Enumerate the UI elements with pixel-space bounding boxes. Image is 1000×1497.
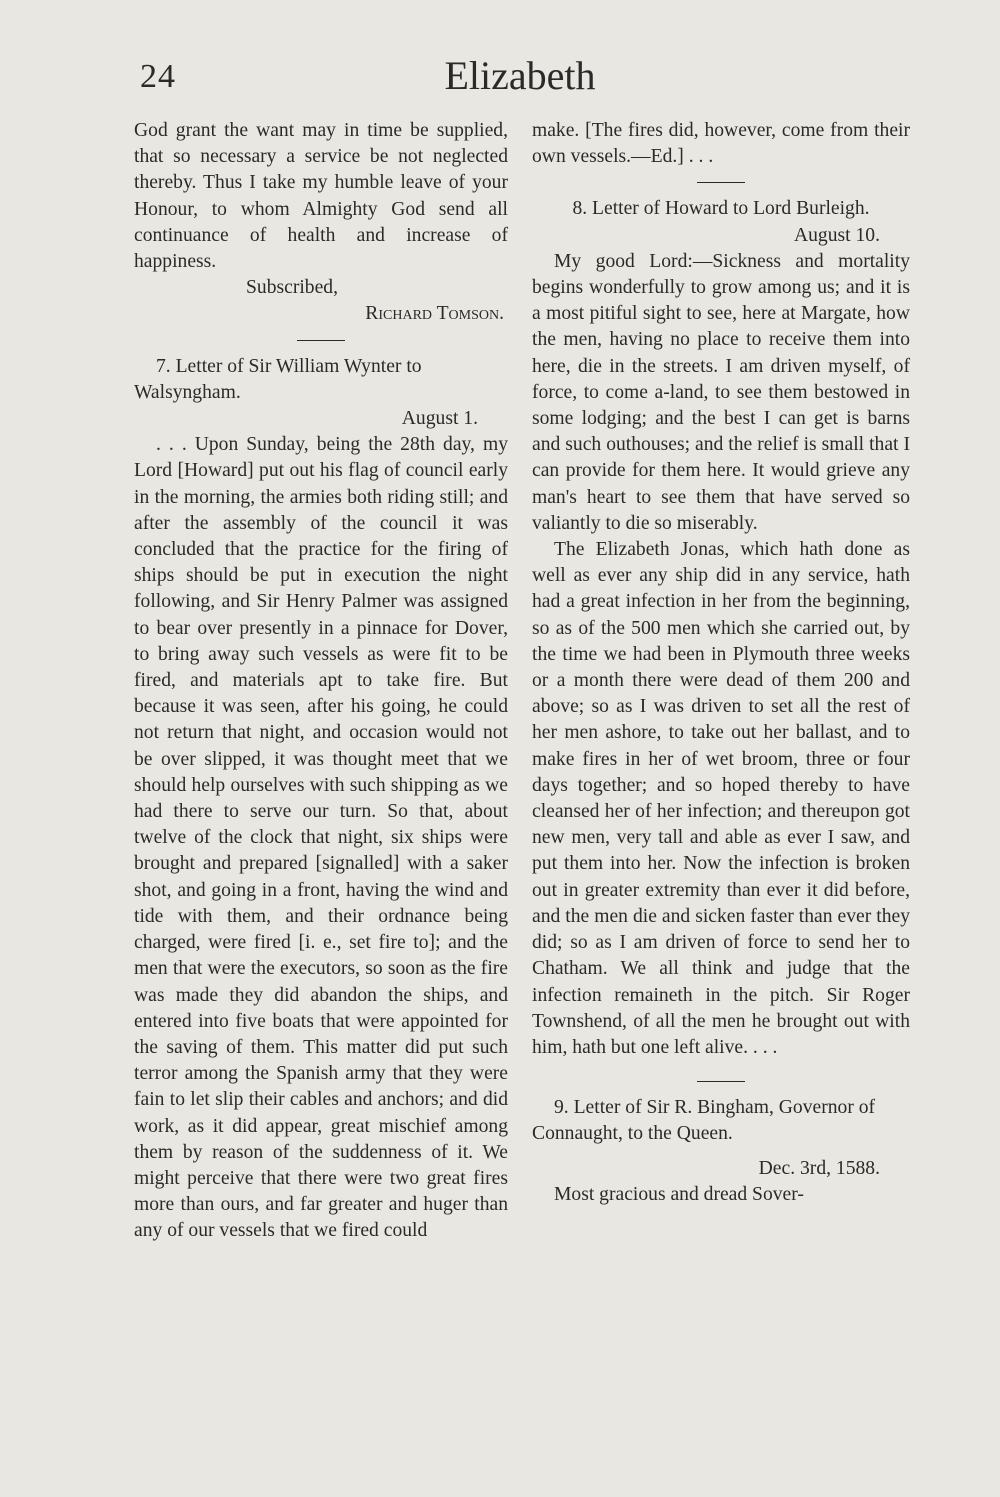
section-divider — [697, 182, 745, 183]
section-divider — [297, 340, 345, 341]
letter-8-heading: 8. Letter of Howard to Lord Burleigh. — [572, 198, 870, 220]
letter-7-heading: 7. Letter of Sir William Wynter to Walsyngham. — [134, 355, 422, 403]
right-column — [532, 118, 910, 1208]
letter-8-date: August 10. — [793, 224, 880, 246]
left-column — [134, 118, 508, 1245]
letter-7-date: August 1. — [401, 408, 478, 430]
letter-9-opening: Most gracious and dread Sover- — [554, 1183, 804, 1205]
section-divider — [697, 1081, 745, 1082]
signature: Richard Tomson. — [365, 303, 504, 325]
page-number: 24 — [140, 58, 176, 95]
running-head: Elizabeth — [444, 53, 596, 98]
subscribed-line: Subscribed, — [246, 277, 338, 299]
letter-8-body-paragraph: My good Lord:—Sickness and mortality begins wonderfully to grow among us; and it is a most pitiful sight to see, here at Margate, how the men, having no place to receive them into here, die in the streets. I am driven myself, of force, to come a-land, to see them bestowed in some lodging; and the best I can get is barns and such outhouses; and the relief is small that I can provide for them here. It would grieve any man's heart to see them that have served so valiantly to die so miserably. — [532, 250, 910, 534]
closing-paragraph: God grant the want may in time be supplied, that so necessary a service be not neglected thereby. Thus I take my humble leave of your Honour, to whom Almighty God send all continuance of health and increase of happiness. — [134, 120, 508, 273]
letter-8-body-paragraph: The Elizabeth Jonas, which hath done as well as ever any ship did in any service, hath had a great infection in her from the beginning, so as of the 500 men which she carried out, by the time we had been in Plymouth three weeks or a month there were dead of them 200 and above; so as I was driven to set all the rest of her men ashore, to take out her ballast, and to make fires in her of wet broom, three or four days together; and so hoped thereby to have cleansed her of her infection; and thereupon got new men, very tall and able as ever I saw, and put them into her. Now the infection is broken out in greater extremity than ever it did before, and the men die and sicken faster than ever they did; so as I am driven of force to send her to Chatham. We all think and judge that the infection remaineth in the pitch. Sir Roger Townshend, of all the men he brought out with him, hath but one left alive. . . . — [532, 539, 910, 1058]
letter-9-heading: 9. Letter of Sir R. Bingham, Governor of Connaught, to the Queen. — [532, 1097, 876, 1145]
continuation-text: make. [The fires did, however, come from their own vessels.—Ed.] . . . — [532, 120, 910, 168]
letter-7-body: . . . Upon Sunday, being the 28th day, my Lord [Howard] put out his flag of council early in the morning, the armies both riding still; and after the assembly of the council it was concluded that the practice for the firing of ships should be put in execution the night following, and Sir Henry Palmer was assigned to bear over presently in a pinnace for Dover, to bring away such vessels as were fit to be fired, and materials apt to take fire. But because it was seen, after his going, he could not return that night, and occasion would not be over slipped, it was thought meet that we should help ourselves with such shipping as we had there to serve our turn. So that, about twelve of the clock that night, six ships were brought and prepared [signalled] with a saker shot, and going in a front, having the wind and tide with them, and their ordnance being charged, were fired [i. e., set fire to]; and the men that were the executors, so soon as the fire was made they did abandon the ships, and entered into five boats that were appointed for the saving of them. This matter did put such terror among the Spanish army that they were fain to let slip their cables and anchors; and did work, as it did appear, great mischief among them by reason of the suddenness of it. We might perceive that there were two great fires more than ours, and far greater and huger than any of our vessels that we fired could — [134, 434, 508, 1242]
letter-9-date: Dec. 3rd, 1588. — [758, 1157, 880, 1179]
